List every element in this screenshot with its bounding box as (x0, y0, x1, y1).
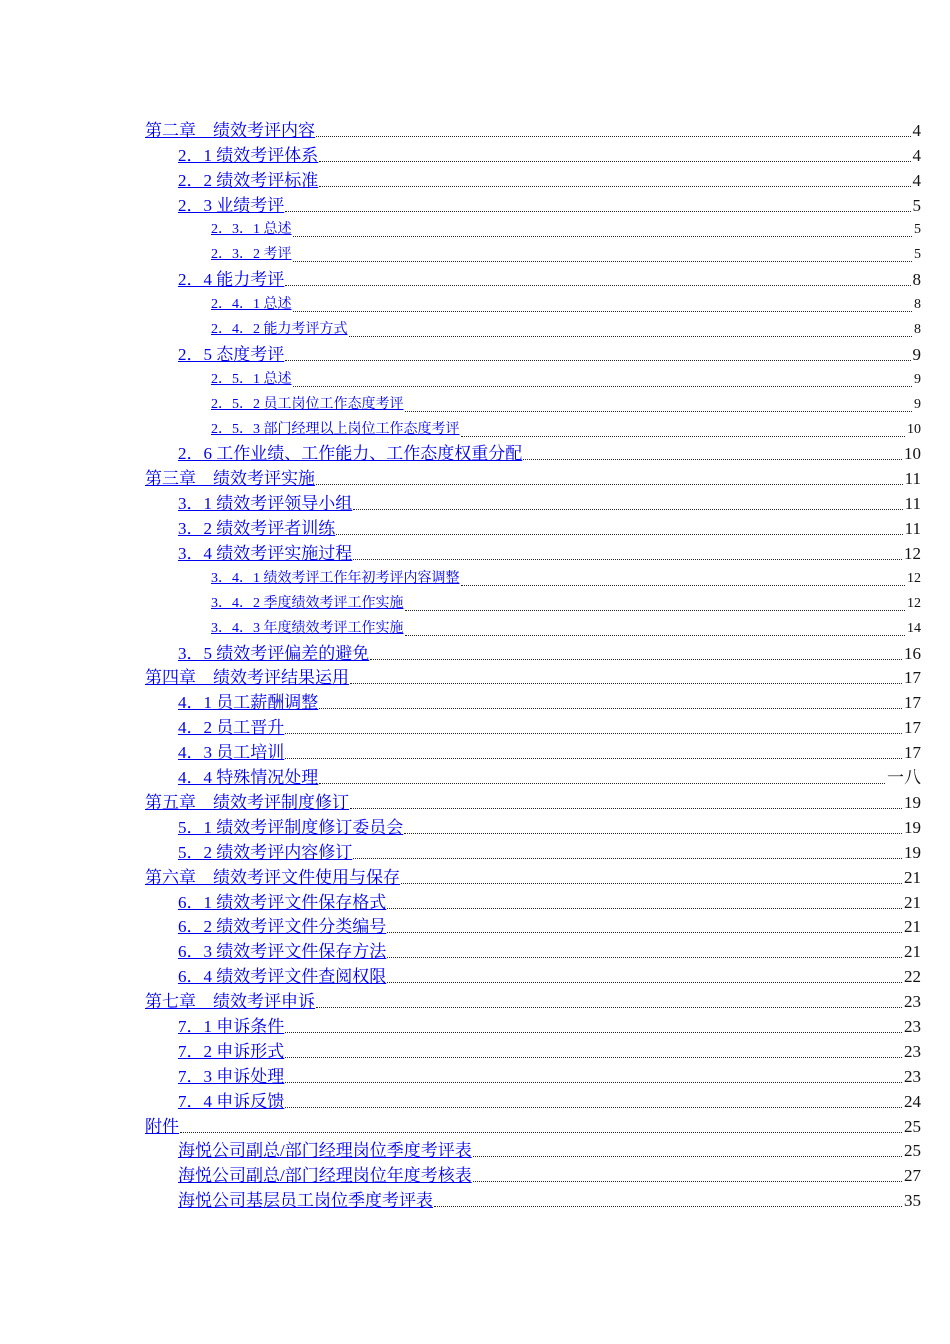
toc-entry[interactable] (145, 1012, 921, 1037)
toc-dot-leader (285, 1106, 902, 1108)
toc-entry[interactable] (145, 1137, 921, 1162)
toc-page-number: 5 (914, 222, 921, 238)
toc-dot-leader (180, 1131, 902, 1133)
toc-entry[interactable] (145, 464, 921, 489)
toc-dot-leader (285, 1031, 902, 1033)
toc-entry-title-link[interactable]: 4．4 特殊情况处理 (178, 768, 319, 788)
toc-entry[interactable] (145, 315, 921, 340)
toc-entry-title-link[interactable]: 7．3 申诉处理 (178, 1066, 285, 1086)
toc-entry[interactable] (145, 788, 921, 813)
toc-dot-leader (293, 310, 913, 312)
toc-entry[interactable] (145, 813, 921, 838)
toc-entry-title-link[interactable]: 5．2 绩效考评内容修订 (178, 842, 353, 862)
toc-page-number: 17 (904, 668, 921, 688)
toc-entry[interactable] (145, 1037, 921, 1062)
toc-entry-title-link[interactable]: 4．1 员工薪酬调整 (178, 693, 319, 713)
toc-page-number: 11 (904, 519, 921, 539)
toc-dot-leader (316, 483, 903, 485)
toc-entry-title-link[interactable]: 附件 (145, 1116, 179, 1136)
toc-dot-leader (461, 435, 906, 437)
toc-page-number: 23 (904, 1066, 921, 1086)
toc-entry[interactable] (145, 265, 921, 290)
toc-page-number: 21 (904, 892, 921, 912)
toc-dot-leader (285, 284, 910, 286)
toc-entry-title-link[interactable]: 6．1 绩效考评文件保存格式 (178, 892, 387, 912)
toc-entry-title-link[interactable]: 3．4．2 季度绩效考评工作实施 (211, 595, 404, 611)
toc-entry-title-link[interactable]: 2．5．2 员工岗位工作态度考评 (211, 396, 404, 412)
toc-page-number: 23 (904, 992, 921, 1012)
toc-entry-title-link[interactable]: 2．3 业绩考评 (178, 195, 285, 215)
toc-dot-leader (285, 1081, 902, 1083)
toc-entry[interactable] (145, 489, 921, 514)
toc-entry-title-link[interactable]: 2．6 工作业绩、工作能力、工作态度权重分配 (178, 444, 523, 464)
toc-entry[interactable] (145, 738, 921, 763)
toc-entry[interactable] (145, 415, 921, 440)
toc-dot-leader (405, 609, 906, 611)
toc-page-number: 25 (904, 1116, 921, 1136)
toc-page-number: 5 (914, 247, 921, 263)
toc-dot-leader (293, 385, 913, 387)
toc-page-number: 5 (912, 195, 921, 215)
toc-dot-leader (285, 1056, 902, 1058)
toc-entry[interactable] (145, 937, 921, 962)
toc-dot-leader (319, 160, 910, 162)
toc-page-number: 8 (914, 322, 921, 338)
toc-dot-leader (387, 956, 902, 958)
toc-page-number: 12 (904, 544, 921, 564)
toc-dot-leader (316, 1006, 902, 1008)
toc-entry-title-link[interactable]: 6．3 绩效考评文件保存方法 (178, 942, 387, 962)
toc-entry-title-link[interactable]: 3．5 绩效考评偏差的避免 (178, 643, 370, 663)
toc-entry-title-link[interactable]: 3．4．1 绩效考评工作年初考评内容调整 (211, 570, 460, 586)
toc-page-number: 21 (904, 942, 921, 962)
toc-dot-leader (285, 359, 910, 361)
toc-page-number: 4 (912, 145, 921, 165)
toc-entry[interactable] (145, 962, 921, 987)
toc-entry[interactable] (145, 664, 921, 689)
toc-entry-title-link[interactable]: 5．1 绩效考评制度修订委员会 (178, 817, 404, 837)
toc-entry-title-link[interactable]: 第二章 绩效考评内容 (145, 120, 315, 140)
toc-entry[interactable] (145, 564, 921, 589)
toc-dot-leader (319, 185, 910, 187)
toc-entry[interactable] (145, 614, 921, 639)
toc-entry[interactable] (145, 116, 921, 141)
toc-dot-leader (319, 707, 902, 709)
toc-page-number: 8 (914, 297, 921, 313)
toc-page-number: 9 (914, 371, 921, 387)
toc-entry-title-link[interactable]: 4．2 员工晋升 (178, 718, 285, 738)
toc-entry-title-link[interactable]: 第六章 绩效考评文件使用与保存 (145, 867, 400, 887)
toc-page-number: 22 (904, 967, 921, 987)
toc-page-number: 21 (904, 867, 921, 887)
toc-entry-title-link[interactable]: 第三章 绩效考评实施 (145, 469, 315, 489)
toc-dot-leader (319, 782, 885, 784)
toc-entry-title-link[interactable]: 2．4．1 总述 (211, 297, 292, 313)
toc-entry[interactable] (145, 1062, 921, 1087)
toc-entry[interactable] (145, 863, 921, 888)
toc-page-number: 10 (904, 444, 921, 464)
toc-entry[interactable] (145, 290, 921, 315)
toc-entry-title-link[interactable]: 第四章 绩效考评结果运用 (145, 668, 349, 688)
toc-entry-title-link[interactable]: 4．3 员工培训 (178, 743, 285, 763)
toc-entry[interactable] (145, 688, 921, 713)
toc-entry[interactable] (145, 987, 921, 1012)
toc-entry-title-link[interactable]: 2．4 能力考评 (178, 270, 285, 290)
toc-page-number: 23 (904, 1016, 921, 1036)
toc-entry-title-link[interactable]: 海悦公司基层员工岗位季度考评表 (178, 1191, 433, 1211)
toc-entry-title-link[interactable]: 海悦公司副总/部门经理岗位季度考评表 (178, 1141, 472, 1161)
toc-page-number: 12 (907, 570, 921, 586)
toc-entry[interactable] (145, 514, 921, 539)
toc-dot-leader (349, 335, 913, 337)
toc-page-number: 19 (904, 817, 921, 837)
toc-page-number: 24 (904, 1091, 921, 1111)
toc-dot-leader (401, 882, 902, 884)
toc-dot-leader (405, 410, 913, 412)
toc-entry-title-link[interactable]: 2．3．2 考评 (211, 247, 292, 263)
toc-dot-leader (473, 1155, 902, 1157)
toc-entry-title-link[interactable]: 2．1 绩效考评体系 (178, 145, 319, 165)
toc-entry-title-link[interactable]: 2．2 绩效考评标准 (178, 170, 319, 190)
toc-dot-leader (350, 682, 902, 684)
toc-page-number: 35 (904, 1191, 921, 1211)
toc-page-number: 17 (904, 743, 921, 763)
toc-dot-leader (434, 1205, 902, 1207)
toc-entry-title-link[interactable]: 6．2 绩效考评文件分类编号 (178, 917, 387, 937)
toc-dot-leader (293, 235, 913, 237)
toc-entry[interactable] (145, 763, 921, 788)
toc-dot-leader (285, 210, 910, 212)
toc-dot-leader (285, 732, 902, 734)
toc-entry-title-link[interactable]: 2．5 态度考评 (178, 344, 285, 364)
toc-entry[interactable] (145, 240, 921, 265)
toc-entry[interactable] (145, 1161, 921, 1186)
toc-entry[interactable] (145, 639, 921, 664)
toc-page-number: 16 (904, 643, 921, 663)
toc-entry-title-link[interactable]: 第五章 绩效考评制度修订 (145, 792, 349, 812)
toc-entry-title-link[interactable]: 3．1 绩效考评领导小组 (178, 494, 353, 514)
toc-page-number: 19 (904, 792, 921, 812)
toc-page-number: 17 (904, 718, 921, 738)
toc-entry[interactable] (145, 1186, 921, 1211)
toc-dot-leader (387, 931, 902, 933)
toc-dot-leader (461, 584, 906, 586)
toc-entry-title-link[interactable]: 3．2 绩效考评者训练 (178, 519, 336, 539)
toc-entry-title-link[interactable]: 2．4．2 能力考评方式 (211, 322, 348, 338)
toc-entry-title-link[interactable]: 7．2 申诉形式 (178, 1041, 285, 1061)
toc-page-number: 9 (912, 344, 921, 364)
toc-entry[interactable] (145, 913, 921, 938)
toc-page-number: 27 (904, 1166, 921, 1186)
toc-page-number: 11 (904, 469, 921, 489)
toc-dot-leader (336, 533, 902, 535)
toc-entry[interactable] (145, 589, 921, 614)
toc-page-number: 4 (912, 170, 921, 190)
toc-entry[interactable] (145, 1112, 921, 1137)
toc-page-number: 4 (912, 120, 921, 140)
toc-dot-leader (523, 458, 902, 460)
toc-dot-leader (353, 857, 902, 859)
toc-entry-title-link[interactable]: 海悦公司副总/部门经理岗位年度考核表 (178, 1166, 472, 1186)
toc-entry[interactable] (145, 166, 921, 191)
toc-page-number: 10 (907, 421, 921, 437)
toc-dot-leader (405, 634, 906, 636)
toc-entry-title-link[interactable]: 3．4 绩效考评实施过程 (178, 544, 353, 564)
toc-dot-leader (387, 907, 902, 909)
toc-dot-leader (404, 832, 902, 834)
toc-entry-title-link[interactable]: 2．3．1 总述 (211, 222, 292, 238)
toc-page-number: 21 (904, 917, 921, 937)
toc-dot-leader (350, 807, 902, 809)
toc-entry[interactable] (145, 141, 921, 166)
toc-entry-title-link[interactable]: 6．4 绩效考评文件查阅权限 (178, 967, 387, 987)
toc-entry[interactable] (145, 390, 921, 415)
toc-page-number: 一八 (887, 768, 921, 788)
toc-entry[interactable] (145, 888, 921, 913)
toc-entry-title-link[interactable]: 2．5．1 总述 (211, 371, 292, 387)
toc-page-number: 8 (912, 270, 921, 290)
toc-page-number: 9 (914, 396, 921, 412)
toc-entry-title-link[interactable]: 第七章 绩效考评申诉 (145, 992, 315, 1012)
toc-entry[interactable] (145, 1087, 921, 1112)
toc-entry[interactable] (145, 191, 921, 216)
toc-page-number: 17 (904, 693, 921, 713)
toc-dot-leader (353, 558, 902, 560)
toc-dot-leader (285, 757, 902, 759)
toc-dot-leader (353, 508, 902, 510)
toc-entry-title-link[interactable]: 2．5．3 部门经理以上岗位工作态度考评 (211, 421, 460, 437)
toc-page-number: 14 (907, 620, 921, 636)
toc-dot-leader (293, 260, 913, 262)
toc-entry[interactable] (145, 440, 921, 465)
toc-entry[interactable] (145, 216, 921, 241)
toc-page-number: 25 (904, 1141, 921, 1161)
toc-dot-leader (473, 1180, 902, 1182)
toc-page-number: 19 (904, 842, 921, 862)
toc-entry[interactable] (145, 838, 921, 863)
toc-dot-leader (316, 135, 911, 137)
toc-page-number: 23 (904, 1041, 921, 1061)
toc-entry-title-link[interactable]: 7．4 申诉反馈 (178, 1091, 285, 1111)
toc-entry[interactable] (145, 340, 921, 365)
toc-entry-title-link[interactable]: 3．4．3 年度绩效考评工作实施 (211, 620, 404, 636)
toc-page-number: 12 (907, 595, 921, 611)
toc-dot-leader (387, 981, 902, 983)
toc-entry[interactable] (145, 539, 921, 564)
toc-entry[interactable] (145, 713, 921, 738)
toc-entry-title-link[interactable]: 7．1 申诉条件 (178, 1016, 285, 1036)
toc-entry[interactable] (145, 365, 921, 390)
toc-page-number: 11 (904, 494, 921, 514)
toc-dot-leader (370, 658, 902, 660)
table-of-contents (145, 116, 921, 1211)
